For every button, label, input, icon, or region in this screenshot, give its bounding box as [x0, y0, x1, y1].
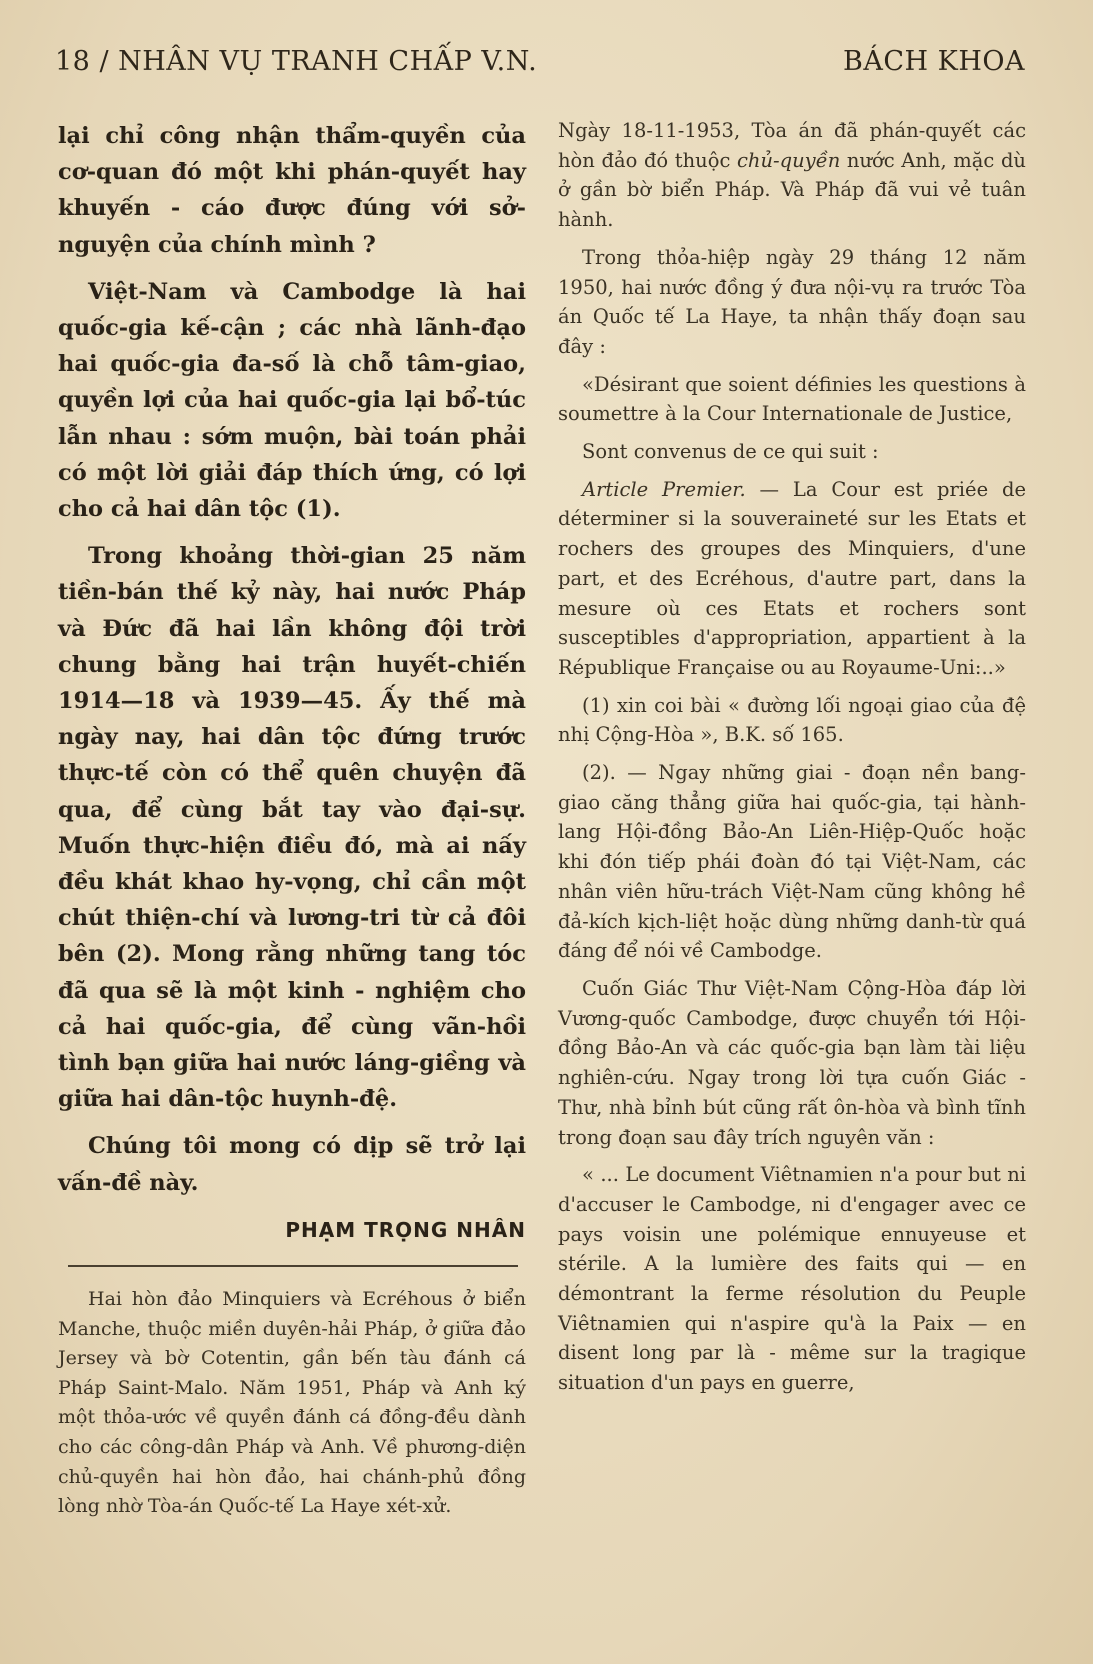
right-paragraph-3: «Désirant que soient définies les questions à soumettre à la Cour Internationale de Justice,	[558, 372, 1026, 426]
right-paragraph-5	[558, 475, 1026, 683]
right-p1-em: chủ-quyền	[737, 148, 841, 172]
header-title: 18 / NHÂN VỤ TRANH CHẤP V.N.	[55, 46, 538, 77]
right-paragraph-2: Trong thỏa-hiệp ngày 29 tháng 12 năm 1950, hai nước đồng ý đưa nội-vụ ra trước Tòa án Quốc tế La Haye, ta nhận thấy đoạn sau đây :	[558, 245, 1026, 358]
author-signature: PHẠM TRỌNG NHÂN	[285, 1217, 526, 1242]
left-paragraph-3: Trong khoảng thời-gian 25 năm tiền-bán thế kỷ này, hai nước Pháp và Đức đã hai lần không đội trời chung bằng hai trận huyết-chiến 1914—18 và 1939—45. Ấy thế mà ngày nay, hai dân tộc đứng trước thực-tế còn có thể quên chuyện đã qua, để cùng bắt tay vào đại-sự. Muốn thực-hiện điều đó, mà ai nấy đều khát khao hy-vọng, chỉ cần một chút thiện-chí và lương-tri từ cả đôi bên (2). Mong rằng những tang tóc đã qua sẽ là một kinh - nghiệm cho cả hai quốc-gia, để cùng vãn-hồi tình bạn giữa hai nước láng-giềng và giữa hai dân-tộc huynh-đệ.	[58, 543, 526, 1113]
right-p1-a: Ngày 18-11-1953, Tòa án đã phán-quyết các hòn đảo đó thuộc	[558, 119, 1026, 172]
right-paragraph-4: Sont convenus de ce qui suit :	[582, 440, 879, 464]
header-magazine: BÁCH KHOA	[843, 46, 1025, 77]
right-footnote-1: (1) xin coi bài « đường lối ngoại giao của đệ nhị Cộng-Hòa », B.K. số 165.	[558, 693, 1026, 747]
left-paragraph-1: lại chỉ công nhận thẩm-quyền của cơ-quan đó một khi phán-quyết hay khuyến - cáo được đúng với sở-nguyện của chính mình ?	[58, 123, 526, 258]
right-column	[558, 116, 1026, 1406]
article-text: — La Cour est priée de déterminer si la souveraineté sur les Etats et rochers des groupes des Minquiers, d'une part, et des Ecréhous, d'autre part, dans la mesure où ces Etats et rochers sont susceptibles d'appropriation, appartient à la République Française ou au Royaume-Uni:..»	[558, 477, 1027, 679]
left-column	[58, 118, 526, 1248]
right-paragraph-1	[558, 116, 1026, 235]
right-paragraph-6: Cuốn Giác Thư Việt-Nam Cộng-Hòa đáp lời Vương-quốc Cambodge, được chuyển tới Hội-đồng Bảo-An và các quốc-gia bạn làm tài liệu nghiên-cứu. Ngay trong lời tựa cuốn Giác - Thư, nhà bỉnh bút cũng rất ôn-hòa và bình tĩnh trong đoạn sau đây trích nguyên văn :	[558, 976, 1026, 1149]
right-paragraph-7: « ... Le document Viêtnamien n'a pour but ni d'accuser le Cambodge, ni d'engager avec ce pays voisin une polémique ennuyeuse et stérile. A la lumière des faits qui — en démontrant la ferme résolution du Peuple Viêtnamien qui n'aspire qu'à la Paix — en disent long par là - même sur la tragique situation d'un pays en guerre,	[558, 1163, 1026, 1395]
right-footnote-2: (2). — Ngay những giai - đoạn nền bang-giao căng thẳng giữa hai quốc-gia, tại hành-lang Hội-đồng Bảo-An Liên-Hiệp-Quốc hoặc khi đón tiếp phái đoàn đó tại Việt-Nam, các nhân viên hữu-trách Việt-Nam cũng không hề đả-kích kịch-liệt hoặc dùng những danh-từ quá đáng để nói về Cambodge.	[558, 761, 1026, 963]
left-footnote-text: Hai hòn đảo Minquiers và Ecréhous ở biển Manche, thuộc miền duyên-hải Pháp, ở giữa đảo Jersey và bờ Cotentin, gần bến tàu đánh cá Pháp Saint-Malo. Năm 1951, Pháp và Anh ký một thỏa-ước về quyền đánh cá đồng-đều dành cho các công-dân Pháp và Anh. Về phương-diện chủ-quyền hai hòn đảo, hai chánh-phủ đồng lòng nhờ Tòa-án Quốc-tế La Haye xét-xử.	[58, 1288, 526, 1518]
page-header	[55, 46, 1025, 86]
left-paragraph-4: Chúng tôi mong có dịp sẽ trở lại vấn-đề này.	[58, 1133, 526, 1196]
right-p1-b: nước Anh, mặc dù ở gần bờ biển Pháp. Và Pháp đã vui vẻ tuân hành.	[558, 148, 1026, 232]
footnote-divider	[68, 1265, 518, 1267]
left-footnote	[58, 1285, 526, 1522]
article-heading: Article Premier.	[582, 477, 746, 501]
left-paragraph-2: Việt-Nam và Cambodge là hai quốc-gia kế-cận ; các nhà lãnh-đạo hai quốc-gia đa-số là chỗ tâm-giao, quyền lợi của hai quốc-gia lại bổ-túc lẫn nhau : sớm muộn, bài toán phải có một lời giải đáp thích ứng, có lợi cho cả hai dân tộc (1).	[58, 278, 526, 523]
